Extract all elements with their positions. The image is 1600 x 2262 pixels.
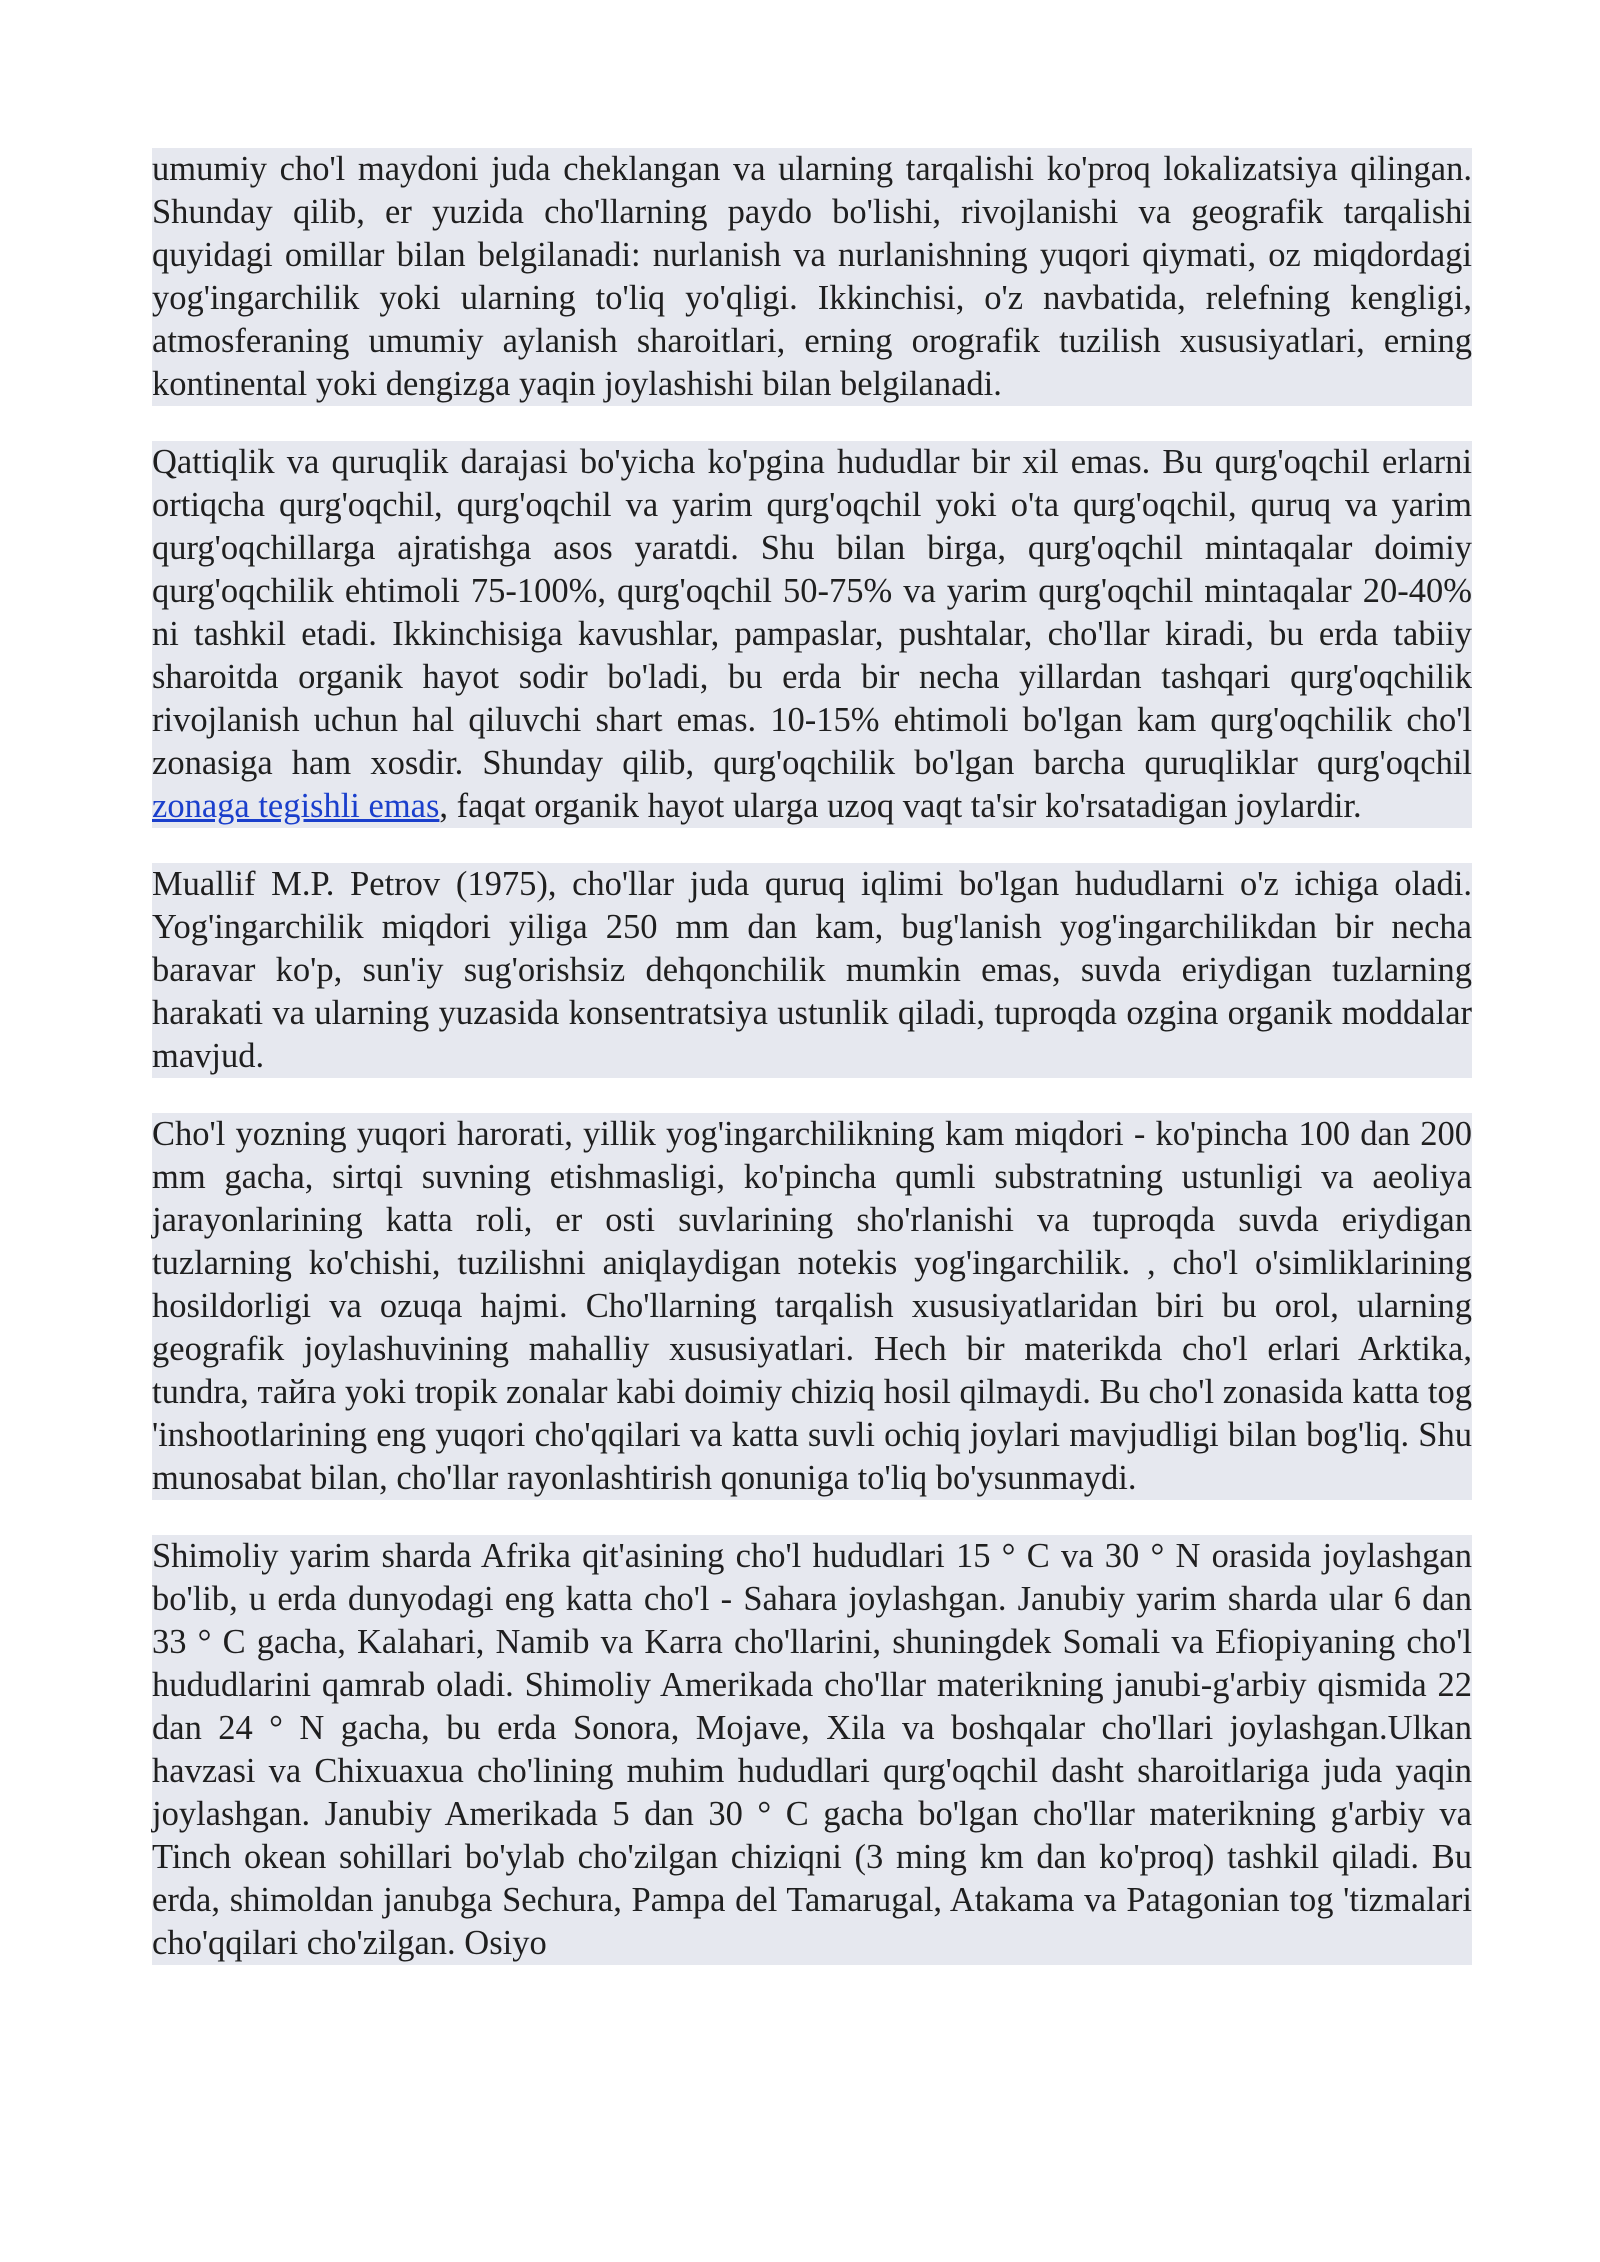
- paragraph-5: Shimoliy yarim sharda Afrika qit'asining cho'l hududlari 15 ° C va 30 ° N orasida joylashgan bo'lib, u erda dunyodagi eng katta cho'l - Sahara joylashgan. Janubiy yarim sharda ular 6 dan 33 ° C gacha, Kalahari, Namib va Karra cho'llarini, shuningdek Somali va Efiopiyaning cho'l hududlarini qamrab oladi. Shimoliy Amerikada cho'llar materikning janubi-g'arbiy qismida 22 dan 24 ° N gacha, bu erda Sonora, Mojave, Xila va boshqalar cho'llari joylashgan.Ulkan havzasi va Chixuaxua cho'lining muhim hududlari qurg'oqchil dasht sharoitlariga juda yaqin joylashgan. Janubiy Amerikada 5 dan 30 ° C gacha bo'lgan cho'llar materikning g'arbiy va Tinch okean sohillari bo'ylab cho'zilgan chiziqni (3 ming km dan ko'proq) tashkil qiladi. Bu erda, shimoldan janubga Sechura, Pampa del Tamarugal, Atakama va Patagonian tog 'tizmalari cho'qqilari cho'zilgan. Osiyo: [152, 1535, 1472, 1965]
- paragraph-1: umumiy cho'l maydoni juda cheklangan va ularning tarqalishi ko'proq lokalizatsiya qilingan. Shunday qilib, er yuzida cho'llarning paydo bo'lishi, rivojlanishi va geografik tarqalishi quyidagi omillar bilan belgilanadi: nurlanish va nurlanishning yuqori qiymati, oz miqdordagi yog'ingarchilik yoki ularning to'liq yo'qligi. Ikkinchisi, o'z navbatida, relefning kengligi, atmosferaning umumiy aylanish sharoitlari, erning orografik tuzilish xususiyatlari, erning kontinental yoki dengizga yaqin joylashishi bilan belgilanadi.: [152, 148, 1472, 406]
- document-body: [152, 148, 1472, 1965]
- zonaga-tegishli-emas-link[interactable]: zonaga tegishli emas: [152, 787, 440, 825]
- paragraph-2-text-after-link: , faqat organik hayot ularga uzoq vaqt ta'sir ko'rsatadigan joylardir.: [439, 787, 1362, 825]
- paragraph-2-text-before-link: Qattiqlik va quruqlik darajasi bo'yicha ko'pgina hududlar bir xil emas. Bu qurg'oqchil erlarni ortiqcha qurg'oqchil, qurg'oqchil va yarim qurg'oqchil yoki o'ta qurg'oqchil, quruq va yarim qurg'oqchillarga ajratishga asos yaratdi. Shu bilan birga, qurg'oqchil mintaqalar doimiy qurg'oqchilik ehtimoli 75-100%, qurg'oqchil 50-75% va yarim qurg'oqchil mintaqalar 20-40% ni tashkil etadi. Ikkinchisiga kavushlar, pampaslar, pushtalar, cho'llar kiradi, bu erda tabiiy sharoitda organik hayot sodir bo'ladi, bu erda bir necha yillardan tashqari qurg'oqchilik rivojlanish uchun hal qiluvchi shart emas. 10-15% ehtimoli bo'lgan kam qurg'oqchilik cho'l zonasiga ham xosdir. Shunday qilib, qurg'oqchilik bo'lgan barcha quruqliklar qurg'oqchil: [152, 443, 1472, 782]
- paragraph-4: Cho'l yozning yuqori harorati, yillik yog'ingarchilikning kam miqdori - ko'pincha 100 dan 200 mm gacha, sirtqi suvning etishmasligi, ko'pincha qumli substratning ustunligi va aeoliya jarayonlarining katta roli, er osti suvlarining sho'rlanishi va tuproqda suvda eriydigan tuzlarning ko'chishi, tuzilishni aniqlaydigan notekis yog'ingarchilik. , cho'l o'simliklarining hosildorligi va ozuqa hajmi. Cho'llarning tarqalish xususiyatlaridan biri bu orol, ularning geografik joylashuvining mahalliy xususiyatlari. Hech bir materikda cho'l erlari Arktika, tundra, тайга yoki tropik zonalar kabi doimiy chiziq hosil qilmaydi. Bu cho'l zonasida katta tog 'inshootlarining eng yuqori cho'qqilari va katta suvli ochiq joylari mavjudligi bilan bog'liq. Shu munosabat bilan, cho'llar rayonlashtirish qonuniga to'liq bo'ysunmaydi.: [152, 1113, 1472, 1500]
- paragraph-2: [152, 441, 1472, 828]
- paragraph-3: Muallif M.P. Petrov (1975), cho'llar juda quruq iqlimi bo'lgan hududlarni o'z ichiga oladi. Yog'ingarchilik miqdori yiliga 250 mm dan kam, bug'lanish yog'ingarchilikdan bir necha baravar ko'p, sun'iy sug'orishsiz dehqonchilik mumkin emas, suvda eriydigan tuzlarning harakati va ularning yuzasida konsentratsiya ustunlik qiladi, tuproqda ozgina organik moddalar mavjud.: [152, 863, 1472, 1078]
